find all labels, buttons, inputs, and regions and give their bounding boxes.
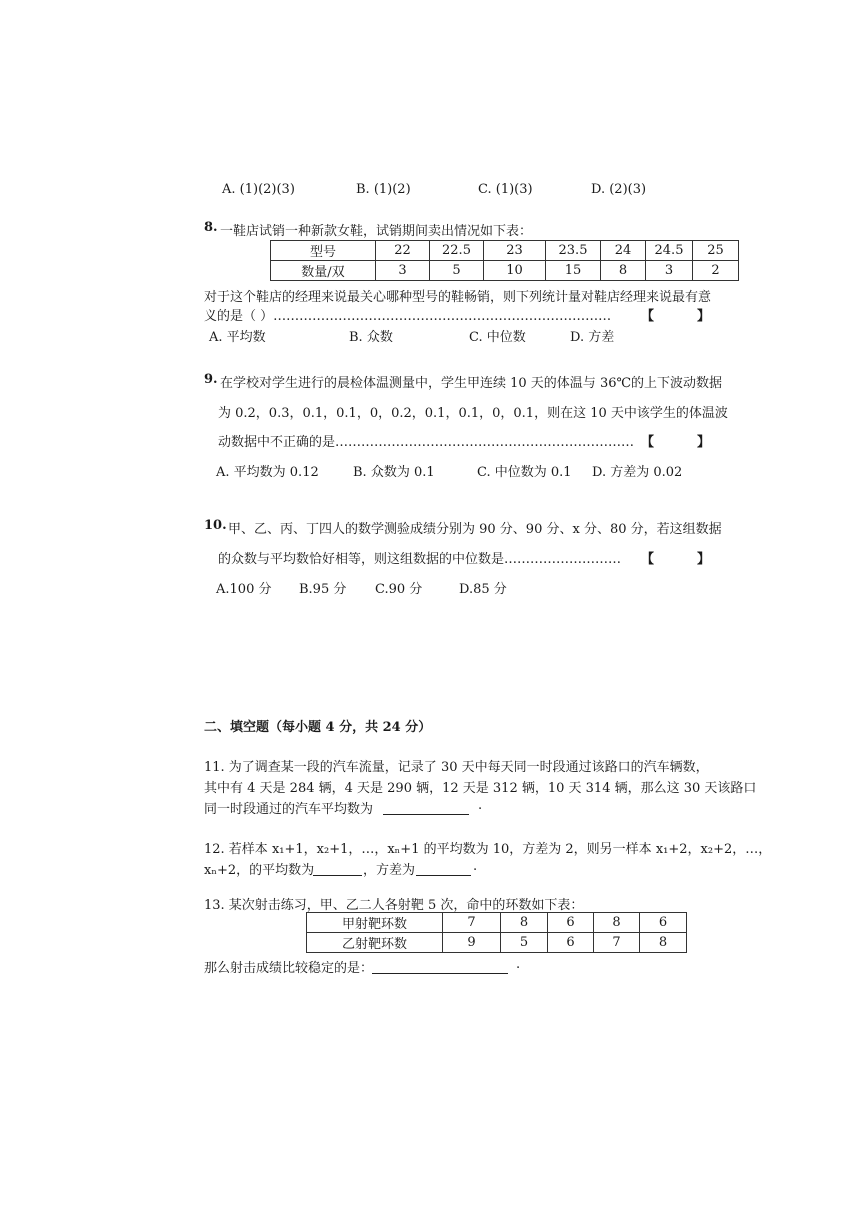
q8-table-row (271, 261, 739, 281)
table-cell: 22 (376, 241, 430, 261)
q10-option-d: D.85 分 (459, 582, 507, 597)
q8-line3: 义的是（ ）…………………………………………………………………… (204, 309, 612, 324)
q12-end: . (473, 859, 478, 874)
section-2-title: 二、填空题（每小题 4 分，共 24 分） (204, 720, 432, 735)
q13-stem: 13. 某次射击练习，甲、乙二人各射靶 5 次，命中的环数如下表： (204, 898, 584, 913)
q12-variance-blank[interactable] (416, 861, 471, 876)
q10-number: 10. (204, 518, 227, 533)
table-cell: 15 (546, 261, 601, 281)
q9-line1: 在学校对学生进行的晨检体温测量中，学生甲连续 10 天的体温与 36℃的上下波动数据 (220, 376, 723, 391)
q9-bracket-open: 【 (641, 435, 655, 450)
q13-table-row (307, 933, 687, 953)
q11-line2: 其中有 4 天是 284 辆，4 天是 290 辆，12 天是 312 辆，10 天 314 辆，那么这 30 天该路口 (204, 781, 757, 796)
q11-end: . (478, 798, 483, 813)
q8-table-row (271, 241, 739, 261)
q8-bracket-open: 【 (641, 309, 655, 324)
q8-number: 8. (204, 220, 218, 235)
table-cell: 25 (693, 241, 739, 261)
q11-line1: 11. 为了调查某一段的汽车流量，记录了 30 天中每天同一时段通过该路口的汽车辆数， (204, 760, 709, 775)
table-cell: 3 (376, 261, 430, 281)
q9-option-a: A. 平均数为 0.12 (216, 465, 319, 480)
q9-option-d: D. 方差为 0.02 (592, 465, 683, 480)
q8-option-a: A. 平均数 (209, 330, 266, 345)
q11-line3: 同一时段通过的汽车平均数为 (204, 802, 374, 817)
q9-line3: 动数据中不正确的是…………………………………………………………… (218, 435, 635, 450)
table-cell: 8 (501, 913, 548, 933)
q11-answer-blank[interactable] (383, 800, 469, 815)
q9-option-b: B. 众数为 0.1 (353, 465, 435, 480)
q10-line2: 的众数与平均数恰好相等，则这组数据的中位数是……………………… (218, 552, 622, 567)
q8-stem: 一鞋店试销一种新款女鞋，试销期间卖出情况如下表： (220, 224, 533, 239)
q13-row2-header: 乙射靶环数 (307, 933, 443, 953)
q7-option-d: D. (2)(3) (591, 182, 647, 197)
table-cell: 7 (443, 913, 501, 933)
table-cell: 3 (646, 261, 693, 281)
q13-end: . (516, 957, 521, 972)
q10-bracket-close: 】 (697, 552, 711, 567)
q12-line2-a: xₙ+2，的平均数为 (204, 863, 315, 878)
q8-table (270, 240, 739, 281)
q8-line2: 对于这个鞋店的经理来说最关心哪种型号的鞋畅销，则下列统计量对鞋店经理来说最有意 (204, 290, 712, 305)
q13-table-row (307, 913, 687, 933)
q13-answer-blank[interactable] (372, 959, 508, 974)
table-cell: 24 (601, 241, 646, 261)
table-cell: 23.5 (546, 241, 601, 261)
q12-line1: 12. 若样本 x₁+1，x₂+1，…，xₙ+1 的平均数为 10，方差为 2，则另一样本 x₁+2，x₂+2，…， (204, 842, 772, 857)
table-cell: 2 (693, 261, 739, 281)
table-cell: 6 (548, 913, 594, 933)
table-cell: 7 (594, 933, 640, 953)
table-cell: 6 (548, 933, 594, 953)
table-cell: 6 (640, 913, 687, 933)
table-cell: 8 (601, 261, 646, 281)
q13-table (306, 912, 687, 953)
table-cell: 5 (501, 933, 548, 953)
table-cell: 24.5 (646, 241, 693, 261)
q9-bracket-close: 】 (697, 435, 711, 450)
table-cell: 10 (484, 261, 546, 281)
table-cell: 8 (594, 913, 640, 933)
table-cell: 9 (443, 933, 501, 953)
q12-line2-b: ，方差为 (363, 863, 416, 878)
q9-number: 9. (204, 372, 218, 387)
q8-bracket-close: 】 (697, 309, 711, 324)
q10-bracket-open: 【 (641, 552, 655, 567)
table-cell: 23 (484, 241, 546, 261)
q10-option-c: C.90 分 (375, 582, 423, 597)
q10-line1: 甲、乙、丙、丁四人的数学测验成绩分别为 90 分、90 分、x 分、80 分，若这组数据 (228, 522, 722, 537)
q13-line-end: 那么射击成绩比较稳定的是： (204, 961, 374, 976)
q8-row1-header: 型号 (271, 241, 376, 261)
table-cell: 22.5 (430, 241, 484, 261)
q9-option-c: C. 中位数为 0.1 (477, 465, 572, 480)
q10-option-a: A.100 分 (216, 582, 272, 597)
q9-line2: 为 0.2，0.3，0.1，0.1，0，0.2，0.1，0.1，0，0.1，则在这 10 天中该学生的体温波 (218, 406, 728, 421)
q8-option-d: D. 方差 (570, 330, 615, 345)
q7-option-a: A. (1)(2)(3) (222, 182, 295, 197)
q13-row1-header: 甲射靶环数 (307, 913, 443, 933)
q8-option-b: B. 众数 (349, 330, 393, 345)
q8-row2-header: 数量/双 (271, 261, 376, 281)
q12-mean-blank[interactable] (313, 861, 362, 876)
q10-option-b: B.95 分 (299, 582, 347, 597)
q7-option-b: B. (1)(2) (356, 182, 411, 197)
q8-option-c: C. 中位数 (469, 330, 526, 345)
table-cell: 5 (430, 261, 484, 281)
table-cell: 8 (640, 933, 687, 953)
q7-option-c: C. (1)(3) (478, 182, 533, 197)
